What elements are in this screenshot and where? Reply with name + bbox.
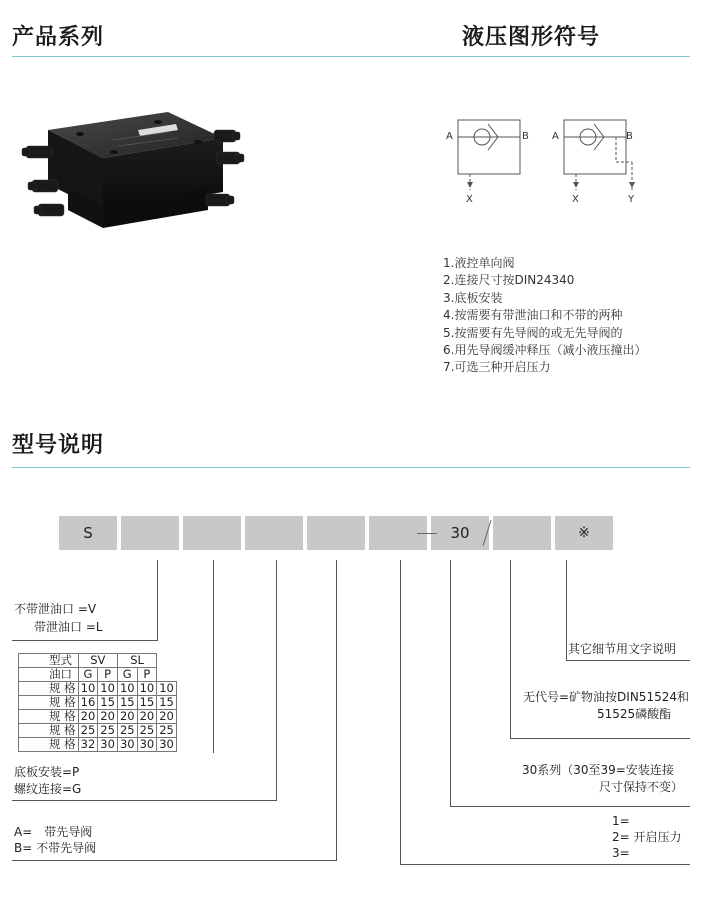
code-box-series: 30 xyxy=(431,516,489,550)
table-row xyxy=(19,724,177,738)
symbols-heading: 液压图形符号 xyxy=(462,25,601,50)
leader-oil xyxy=(510,560,511,738)
pressure-option-1: 1= xyxy=(612,814,630,828)
code-box-other: ※ xyxy=(555,516,613,550)
product-image xyxy=(18,100,258,250)
spec-header-type: 型式 xyxy=(19,654,79,668)
spec-cell: 20 xyxy=(157,710,177,724)
spec-cell: 25 xyxy=(117,724,137,738)
table-row xyxy=(19,682,177,696)
spec-header-cell: G xyxy=(78,668,98,682)
feature-item: 3.底板安装 xyxy=(443,290,503,305)
leader-drain-h xyxy=(12,640,158,641)
feature-item: 4.按需要有带泄油口和不带的两种 xyxy=(443,308,623,323)
spec-header-sl: SL xyxy=(117,654,156,668)
hydraulic-symbol-right xyxy=(546,110,656,210)
spec-cell: 15 xyxy=(117,696,137,710)
code-box-size xyxy=(183,516,241,550)
feature-list xyxy=(443,255,646,377)
spec-cell: 30 xyxy=(117,738,137,752)
code-box-series-prefix: S xyxy=(59,516,117,550)
code-slash xyxy=(480,516,494,550)
spec-cell: 25 xyxy=(98,724,118,738)
pilot-option-a: A= 带先导阀 xyxy=(14,825,93,839)
leader-drain xyxy=(157,560,158,640)
code-box-pilot xyxy=(307,516,365,550)
leader-pressure xyxy=(400,560,401,864)
port-x-label: X xyxy=(572,194,579,205)
model-heading: 型号说明 xyxy=(12,433,105,458)
spec-cell: 15 xyxy=(98,696,118,710)
spec-header-cell: G xyxy=(117,668,137,682)
products-heading: 产品系列 xyxy=(12,25,105,50)
port-a-label: A xyxy=(552,131,559,142)
leader-size xyxy=(213,560,214,753)
spec-cell: 25 xyxy=(157,724,177,738)
port-b-label: B xyxy=(626,131,633,142)
leader-series xyxy=(450,560,451,806)
code-box-oil xyxy=(493,516,551,550)
spec-row-label: 规 格 xyxy=(19,710,79,724)
spec-cell: 15 xyxy=(157,696,177,710)
feature-item: 1.液控单向阀 xyxy=(443,256,515,270)
spec-cell: 30 xyxy=(157,738,177,752)
leader-pilot xyxy=(336,560,337,860)
feature-item: 7.可选三种开启压力 xyxy=(443,360,551,375)
pilot-option-b: B= 不带先导阀 xyxy=(14,841,97,855)
mount-option-p: 底板安装=P xyxy=(14,765,80,779)
code-box-drain xyxy=(121,516,179,550)
leader-mount xyxy=(276,560,277,800)
feature-item: 2.连接尺寸按DIN24340 xyxy=(443,273,575,288)
leader-series-h xyxy=(450,806,690,807)
drain-option-v: 不带泄油口 =V xyxy=(14,602,97,616)
spec-cell: 10 xyxy=(137,682,157,696)
table-row xyxy=(19,738,177,752)
spec-cell: 20 xyxy=(98,710,118,724)
feature-item: 6.用先导阀缓冲释压（减小液压撞出） xyxy=(443,343,647,358)
spec-cell: 15 xyxy=(137,696,157,710)
spec-row-label: 规 格 xyxy=(19,738,79,752)
leader-mount-h xyxy=(12,800,277,801)
series-note-line2: 尺寸保持不变） xyxy=(599,780,684,794)
spec-row-label: 规 格 xyxy=(19,724,79,738)
spec-header-sv: SV xyxy=(78,654,117,668)
spec-header-cell: P xyxy=(98,668,118,682)
spec-cell: 25 xyxy=(78,724,98,738)
table-row xyxy=(19,696,177,710)
other-details-note: 其它细节用文字说明 xyxy=(568,642,677,656)
port-a-label: A xyxy=(446,131,453,142)
spec-cell: 20 xyxy=(78,710,98,724)
spec-cell: 20 xyxy=(117,710,137,724)
spec-cell: 32 xyxy=(78,738,98,752)
spec-cell: 10 xyxy=(117,682,137,696)
header-rule xyxy=(12,56,690,57)
port-x-label: X xyxy=(466,194,473,205)
spec-cell: 20 xyxy=(137,710,157,724)
table-row xyxy=(19,710,177,724)
spec-cell: 30 xyxy=(137,738,157,752)
spec-table xyxy=(18,653,177,752)
model-rule xyxy=(12,467,690,468)
code-dash xyxy=(417,533,437,534)
spec-row-label: 规 格 xyxy=(19,696,79,710)
spec-cell: 10 xyxy=(98,682,118,696)
hydraulic-symbol-left xyxy=(440,110,530,210)
oil-note-line1: 无代号=矿物油按DIN51524和 xyxy=(523,690,689,704)
oil-note-line2: 51525磷酸酯 xyxy=(597,707,672,721)
spec-cell: 25 xyxy=(137,724,157,738)
leader-pilot-h xyxy=(12,860,337,861)
feature-item: 5.按需要有先导阀的或无先导阀的 xyxy=(443,325,623,340)
pressure-option-3: 3= xyxy=(612,846,630,860)
spec-cell: 16 xyxy=(78,696,98,710)
spec-cell: 10 xyxy=(78,682,98,696)
spec-header-port: 油口 xyxy=(19,668,79,682)
leader-oil-h xyxy=(510,738,690,739)
spec-cell: 10 xyxy=(157,682,177,696)
code-box-connection xyxy=(245,516,303,550)
leader-pressure-h xyxy=(400,864,690,865)
port-y-label: Y xyxy=(628,194,635,205)
leader-other-h xyxy=(566,660,690,661)
drain-option-l: 带泄油口 =L xyxy=(34,620,103,634)
leader-other xyxy=(566,560,567,660)
port-b-label: B xyxy=(522,131,529,142)
series-note-line1: 30系列（30至39=安装连接 xyxy=(522,763,674,777)
spec-row-label: 规 格 xyxy=(19,682,79,696)
mount-option-g: 螺纹连接=G xyxy=(14,782,82,796)
pressure-option-2: 2= 开启压力 xyxy=(612,830,682,844)
spec-header-cell: P xyxy=(137,668,157,682)
spec-cell: 30 xyxy=(98,738,118,752)
